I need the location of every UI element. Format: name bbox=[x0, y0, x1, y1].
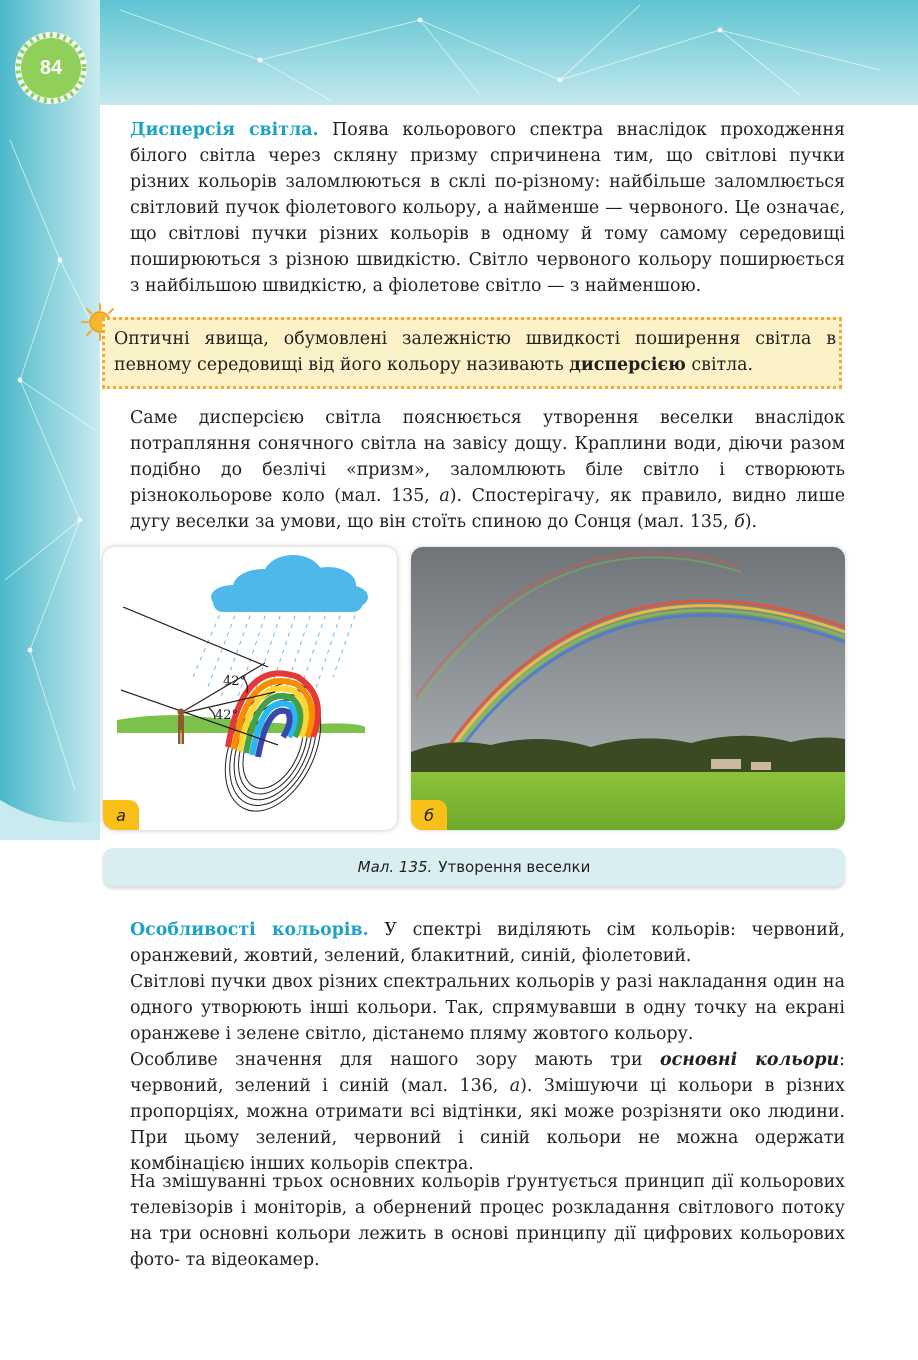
definition-text bbox=[114, 326, 836, 378]
paragraph-rainbow-text-3: ). bbox=[744, 512, 758, 532]
primary-colors-term: основні кольори bbox=[660, 1050, 840, 1070]
angle-label-top: 42° bbox=[223, 674, 247, 689]
figure-tag-a: а bbox=[103, 800, 139, 830]
figure-136-ref-a: а bbox=[509, 1076, 521, 1096]
paragraph-dispersion bbox=[130, 117, 845, 299]
figure-tag-b: б bbox=[411, 800, 447, 830]
paragraph-primary-colors bbox=[130, 1047, 845, 1177]
paragraph-tv-monitors: На змішуванні трьох основних кольорів ґрунтується принцип дії кольорових телевізорів і моніторів, а обернений процес розкладання світлового потоку на три основні кольори лежить в основі принципу дії цифрових кольорових фото- та відеокамер. bbox=[130, 1172, 845, 1270]
definition-text-end: світла. bbox=[685, 355, 754, 375]
paragraph-primary-colors-text-2: : червоний, зелений і синій (мал. 136, bbox=[130, 1050, 845, 1096]
paragraph-rainbow-text-2: ). Спостерігачу, як правило, видно лише дугу веселки за умови, що він стоїть спиною до Сонця (мал. 135, bbox=[130, 486, 846, 532]
paragraph-rainbow-text-1: Саме дисперсією світла пояснюється утворення веселки внаслідок потрапляння сонячного світла на завісу дощу. Краплини води, діючи разом подібно до безлічі «призм», заломлюють біле світло і створюють різнокольорове коло (мал. 135, bbox=[130, 408, 845, 506]
figure-caption bbox=[103, 848, 845, 886]
paragraph-primary-colors-text-3: ). Змішуючи ці кольори в різних пропорціях, можна отримати всі відтінки, які може розрізняти око людини. При цьому зелений, червоний і синій кольори не можна одержати комбінацією інших кольорів спектра. bbox=[130, 1076, 845, 1174]
rainbow-diagram bbox=[103, 547, 397, 830]
angle-label-bottom: 42° bbox=[215, 708, 239, 723]
figure-rainbow-photo bbox=[411, 547, 845, 830]
figure-caption-number: Мал. 135. bbox=[357, 858, 433, 876]
figure-ref-b: б bbox=[734, 512, 745, 532]
paragraph-color-features bbox=[130, 917, 845, 969]
figure-caption-text: Утворення веселки bbox=[438, 858, 591, 876]
figure-rainbow-diagram bbox=[103, 547, 397, 830]
figure-ref-a: а bbox=[439, 486, 450, 506]
paragraph-rainbow bbox=[130, 405, 845, 535]
definition-text-start: Оптичні явища, обумовлені залежністю швидкості поширення світла в певному середовищі від його кольору називають bbox=[114, 329, 836, 375]
heading-dispersion: Дисперсія світла. bbox=[130, 120, 319, 140]
paragraph-primary-colors-text-1: Особливе значення для нашого зору мають три bbox=[130, 1050, 660, 1070]
page-number: 84 bbox=[39, 56, 63, 79]
heading-color-features: Особливості кольорів. bbox=[130, 920, 369, 940]
paragraph-color-mixing: Світлові пучки двох різних спектральних кольорів у разі накладання один на одного утворюють інші кольори. Так, спрямувавши в одну точку на екрані оранжеве і зелене світло, дістанемо пляму жовтого кольору. bbox=[130, 972, 845, 1044]
definition-term: дисперсією bbox=[569, 355, 686, 375]
rainbow-photo bbox=[411, 547, 845, 830]
paragraph-color-features-text: У спектрі виділяють сім кольорів: червоний, оранжевий, жовтий, зелений, блакитний, синій, фіолетовий. bbox=[130, 920, 845, 966]
paragraph-dispersion-text: Поява кольорового спектра внаслідок проходження білого світла через скляну призму спричинена тим, що світлові пучки різних кольорів заломлюються в склі по-різному: найбільше заломлюється світловий пучок фіолетового кольору, а найменше — червоного. Це означає, що світлові пучки різних кольорів в одному й тому самому середовищі поширюються з різною швидкістю. Світло червоного кольору поширюється з найбільшою швидкістю, а фіолетове світло — з найменшою. bbox=[130, 120, 845, 296]
